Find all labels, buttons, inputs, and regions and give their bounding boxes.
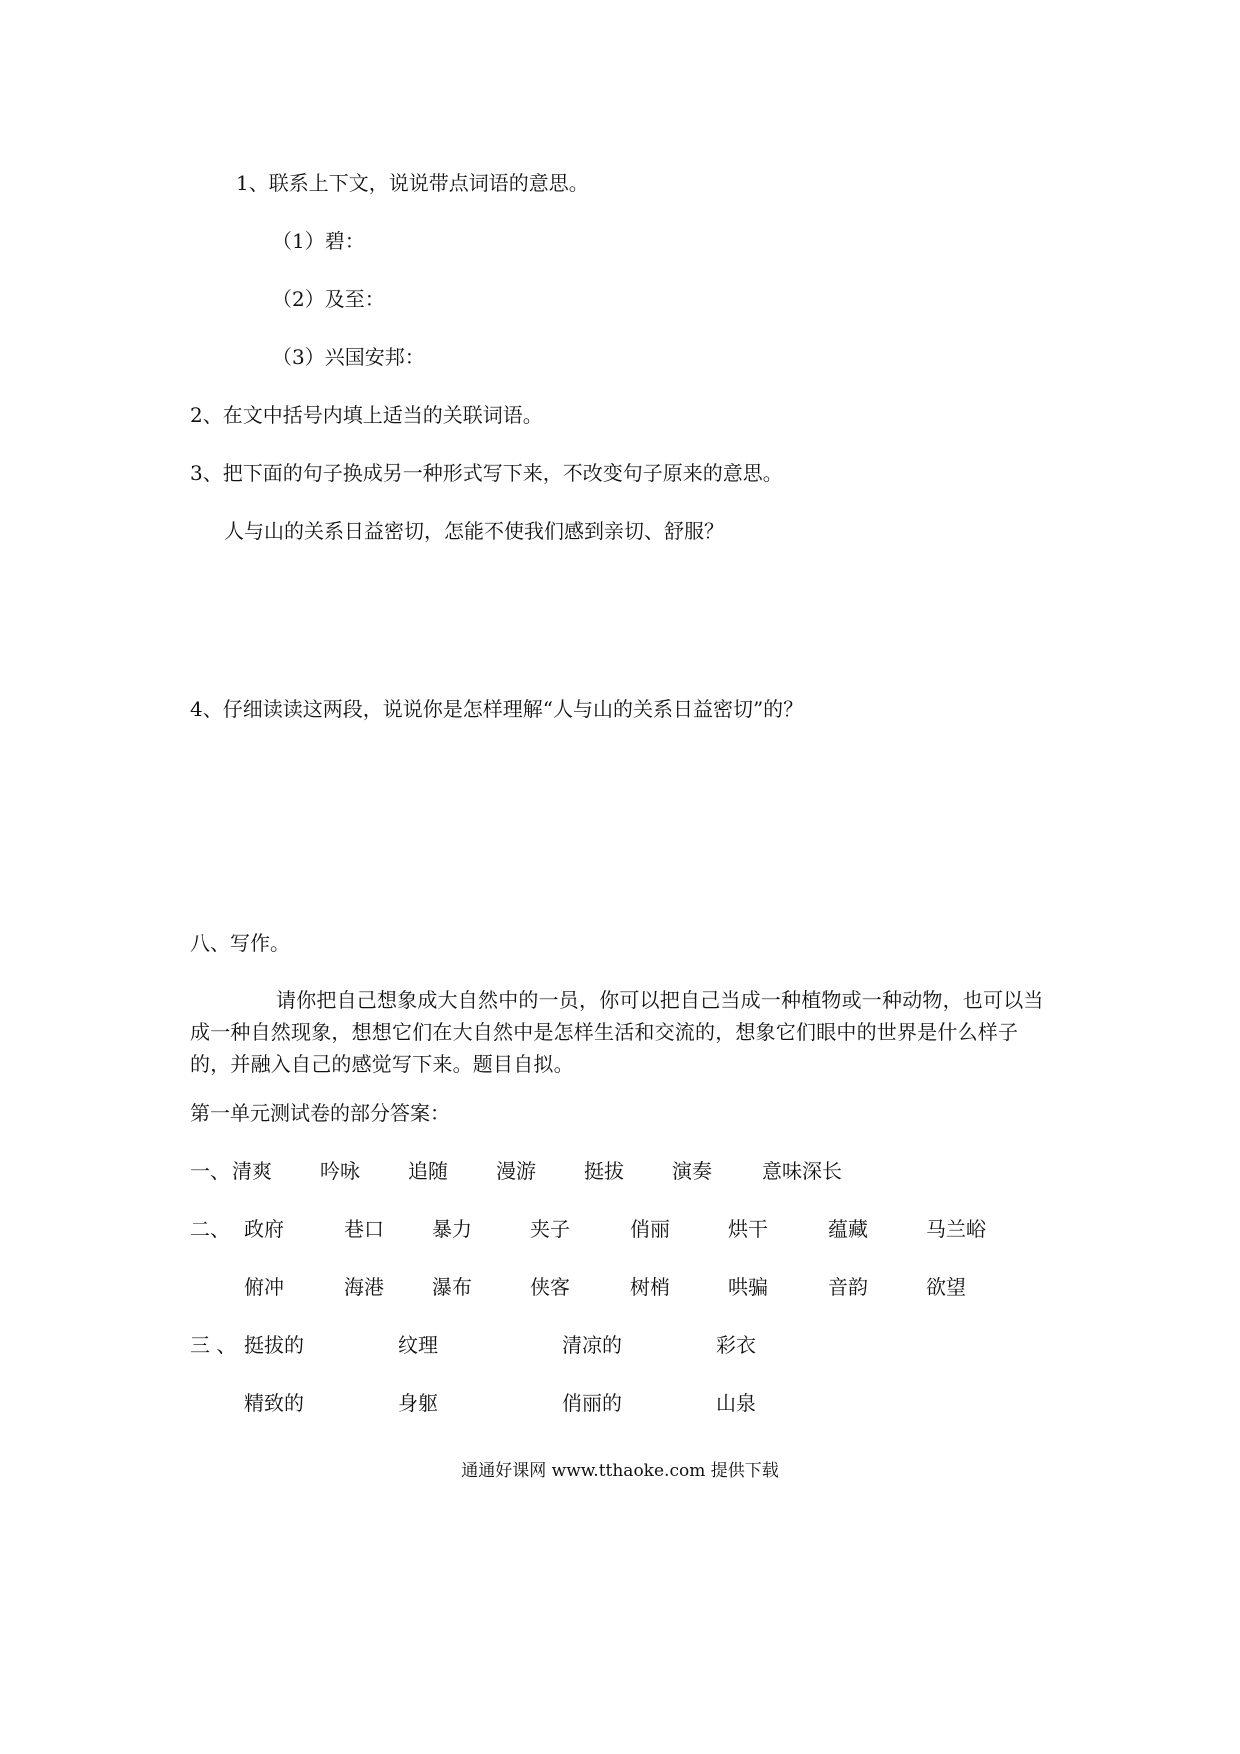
page-footer: 通通好课网 www.tthaoke.com 提供下载 [461, 1461, 779, 1481]
answer-word: 演奏 [672, 1159, 712, 1183]
writing-heading: 八、写作。 [190, 931, 290, 955]
answer-word: 音韵 [828, 1275, 868, 1299]
answer-word: 彩衣 [716, 1333, 756, 1357]
answer-word: 挺拔的 [244, 1333, 304, 1357]
answer-word: 漫游 [496, 1159, 536, 1183]
answer-word: 哄骗 [728, 1275, 768, 1299]
answers-heading: 第一单元测试卷的部分答案： [190, 1101, 450, 1125]
answer-word: 巷口 [344, 1217, 384, 1241]
answer-word: 精致的 [244, 1391, 304, 1415]
answer-word: 树梢 [630, 1275, 670, 1299]
answer-word: 吟咏 [320, 1159, 360, 1183]
answer-word: 蕴藏 [828, 1217, 868, 1241]
answer-word: 山泉 [716, 1391, 756, 1415]
answer-word: 追随 [408, 1159, 448, 1183]
question-1: 1、联系上下文，说说带点词语的意思。 [236, 171, 589, 195]
answer-word: 身躯 [398, 1391, 438, 1415]
question-1-item-3: （3）兴国安邦： [272, 345, 425, 369]
answer-word: 挺拔 [584, 1159, 624, 1183]
answer-word: 清爽 [232, 1159, 272, 1183]
question-3-sentence: 人与山的关系日益密切，怎能不使我们感到亲切、舒服？ [224, 519, 724, 543]
answer-word: 夹子 [530, 1217, 570, 1241]
answer-word: 纹理 [398, 1333, 438, 1357]
answer-word: 烘干 [728, 1217, 768, 1241]
answer-word: 俯冲 [244, 1275, 284, 1299]
answers-section3-label: 三 、 [190, 1333, 237, 1357]
answer-word: 清凉的 [562, 1333, 622, 1357]
answers-section1-label: 一、 [190, 1159, 230, 1183]
question-3: 3、把下面的句子换成另一种形式写下来，不改变句子原来的意思。 [190, 461, 783, 485]
answer-word: 侠客 [530, 1275, 570, 1299]
answer-word: 意味深长 [762, 1159, 842, 1183]
question-4: 4、仔细读读这两段，说说你是怎样理解“人与山的关系日益密切”的？ [190, 697, 804, 721]
answer-word: 瀑布 [432, 1275, 472, 1299]
answer-word: 欲望 [926, 1275, 966, 1299]
question-2: 2、在文中括号内填上适当的关联词语。 [190, 403, 543, 427]
answers-section2-label: 二、 [190, 1217, 230, 1241]
question-1-item-1: （1）碧： [272, 229, 365, 253]
question-1-item-2: （2）及至： [272, 287, 385, 311]
writing-prompt: 请你把自己想象成大自然中的一员，你可以把自己当成一种植物或一种动物，也可以当成一种自然现象，想想它们在大自然中是怎样生活和交流的，想象它们眼中的世界是什么样子的，并融入自己的感觉写下来。题目自拟。 [190, 988, 1044, 1076]
answer-word: 俏丽的 [562, 1391, 622, 1415]
answer-word: 马兰峪 [926, 1217, 986, 1241]
answer-word: 政府 [244, 1217, 284, 1241]
answer-word: 海港 [344, 1275, 384, 1299]
answer-word: 俏丽 [630, 1217, 670, 1241]
answer-word: 暴力 [432, 1217, 472, 1241]
